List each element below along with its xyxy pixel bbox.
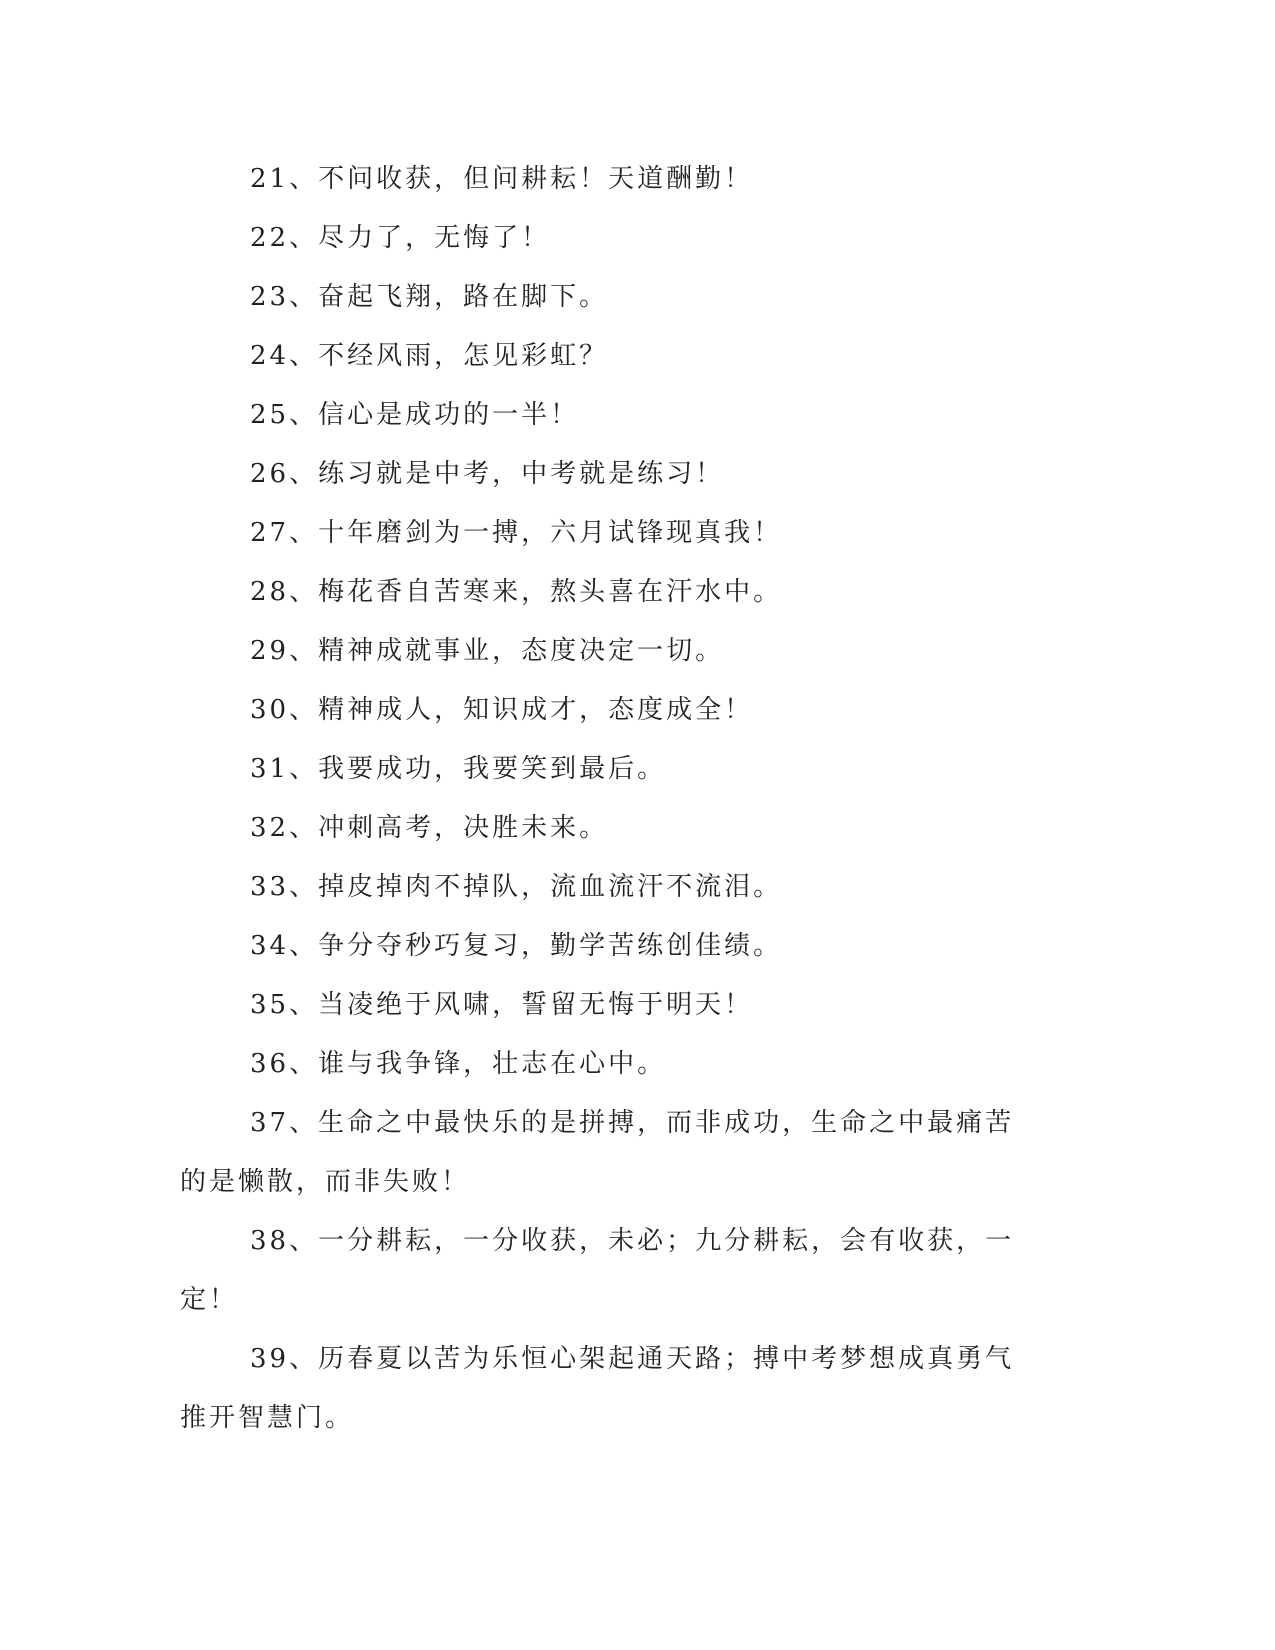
list-item: 34、争分夺秒巧复习，勤学苦练创佳绩。: [250, 931, 783, 961]
list-item: 35、当凌绝于风啸，誓留无悔于明天！: [250, 990, 754, 1020]
list-item: 26、练习就是中考，中考就是练习！: [250, 459, 725, 489]
list-item: 23、奋起飞翔，路在脚下。: [250, 282, 609, 312]
list-item: 36、谁与我争锋，壮志在心中。: [250, 1049, 667, 1079]
list-item: 27、十年磨剑为一搏，六月试锋现真我！: [250, 518, 783, 548]
list-item: 32、冲刺高考，决胜未来。: [250, 813, 609, 843]
list-item: 29、精神成就事业，态度决定一切。: [250, 636, 725, 666]
list-item: 25、信心是成功的一半！: [250, 400, 580, 430]
list-item: 38、一分耕耘，一分收获，未必；九分耕耘，会有收获，一定！: [180, 1226, 1015, 1315]
list-item: 31、我要成功，我要笑到最后。: [250, 754, 667, 784]
list-item: 28、梅花香自苦寒来，熬头喜在汗水中。: [250, 577, 783, 607]
list-item: 24、不经风雨，怎见彩虹？: [250, 341, 609, 371]
list-item: 30、精神成人，知识成才，态度成全！: [250, 695, 754, 725]
list-item: 37、生命之中最快乐的是拼搏，而非成功，生命之中最痛苦的是懒散，而非失败！: [180, 1108, 1015, 1197]
list-item: 39、历春夏以苦为乐恒心架起通天路；搏中考梦想成真勇气推开智慧门。: [180, 1344, 1015, 1433]
list-item: 22、尽力了，无悔了！: [250, 223, 551, 253]
list-item: 33、掉皮掉肉不掉队，流血流汗不流泪。: [250, 872, 783, 902]
list-item: 21、不问收获，但问耕耘！天道酬勤！: [250, 164, 754, 194]
document-body: [180, 150, 1040, 1448]
